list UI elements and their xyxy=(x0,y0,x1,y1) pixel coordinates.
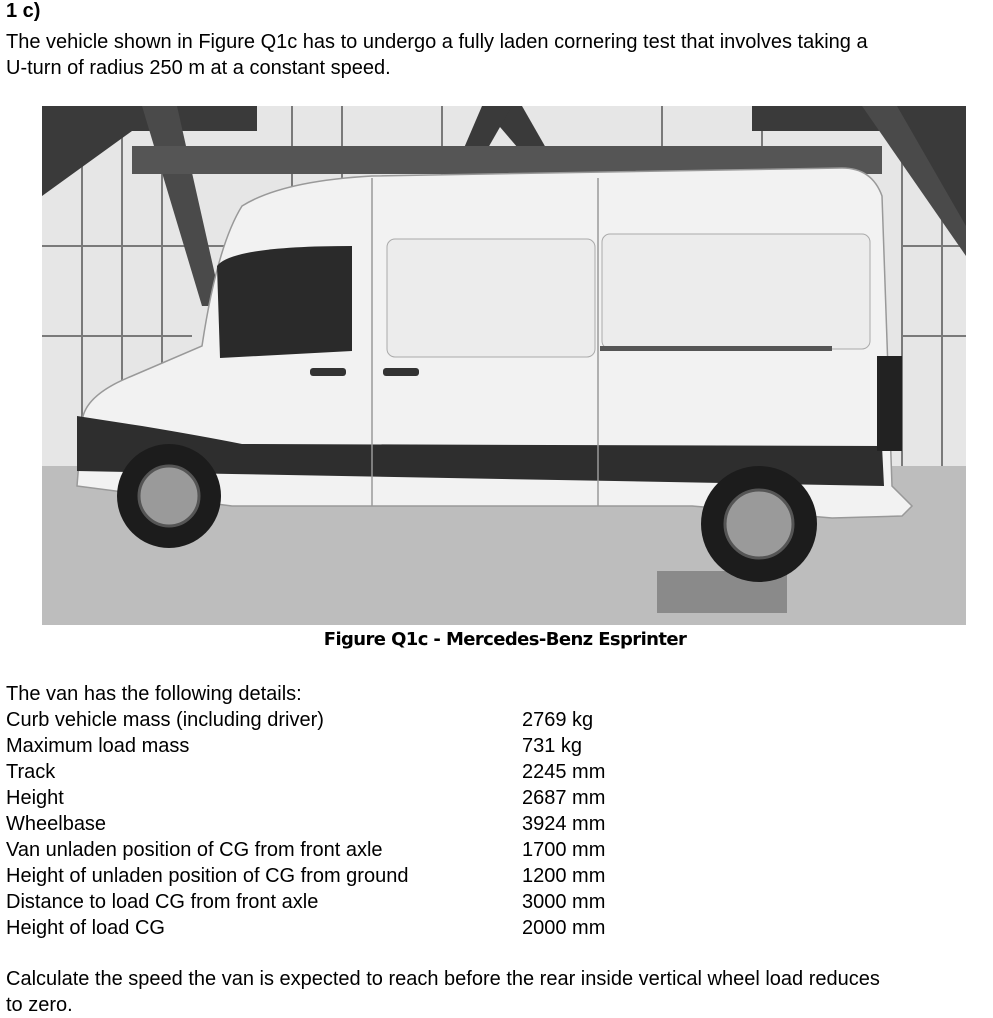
detail-row xyxy=(6,863,706,889)
task-line-1: Calculate the speed the van is expected to reach before the rear inside vertical wheel load reduces xyxy=(6,968,880,990)
detail-value: 2769 kg xyxy=(522,709,594,731)
detail-label: Height of unladen position of CG from ground xyxy=(6,865,409,887)
detail-row xyxy=(6,837,706,863)
detail-value: 1200 mm xyxy=(522,865,606,887)
figure-caption: Figure Q1c - Mercedes-Benz Esprinter xyxy=(323,629,687,650)
question-number: 1 c) xyxy=(6,0,41,22)
detail-row xyxy=(6,759,706,785)
detail-row xyxy=(6,733,706,759)
detail-value: 3000 mm xyxy=(522,891,606,913)
task-line-2: to zero. xyxy=(6,994,73,1016)
detail-value: 1700 mm xyxy=(522,839,606,861)
detail-row xyxy=(6,915,706,941)
detail-label: Curb vehicle mass (including driver) xyxy=(6,709,324,731)
detail-label: Wheelbase xyxy=(6,813,107,835)
detail-label: Distance to load CG from front axle xyxy=(6,891,319,913)
detail-row xyxy=(6,811,706,837)
detail-label: Track xyxy=(6,761,56,783)
detail-label: Van unladen position of CG from front axle xyxy=(6,839,383,861)
question-intro-line-1: The vehicle shown in Figure Q1c has to undergo a fully laden cornering test that involves taking a xyxy=(6,31,868,53)
detail-row xyxy=(6,889,706,915)
detail-label: Height of load CG xyxy=(6,917,165,939)
detail-value: 2245 mm xyxy=(522,761,606,783)
detail-row xyxy=(6,785,706,811)
detail-value: 3924 mm xyxy=(522,813,606,835)
question-intro-line-2: U-turn of radius 250 m at a constant speed. xyxy=(6,57,391,79)
details-heading: The van has the following details: xyxy=(6,683,302,705)
detail-label: Maximum load mass xyxy=(6,735,190,757)
detail-value: 731 kg xyxy=(522,735,583,757)
detail-label: Height xyxy=(6,787,64,809)
detail-row xyxy=(6,707,706,733)
detail-value: 2687 mm xyxy=(522,787,606,809)
detail-value: 2000 mm xyxy=(522,917,606,939)
van-photo xyxy=(42,106,966,625)
